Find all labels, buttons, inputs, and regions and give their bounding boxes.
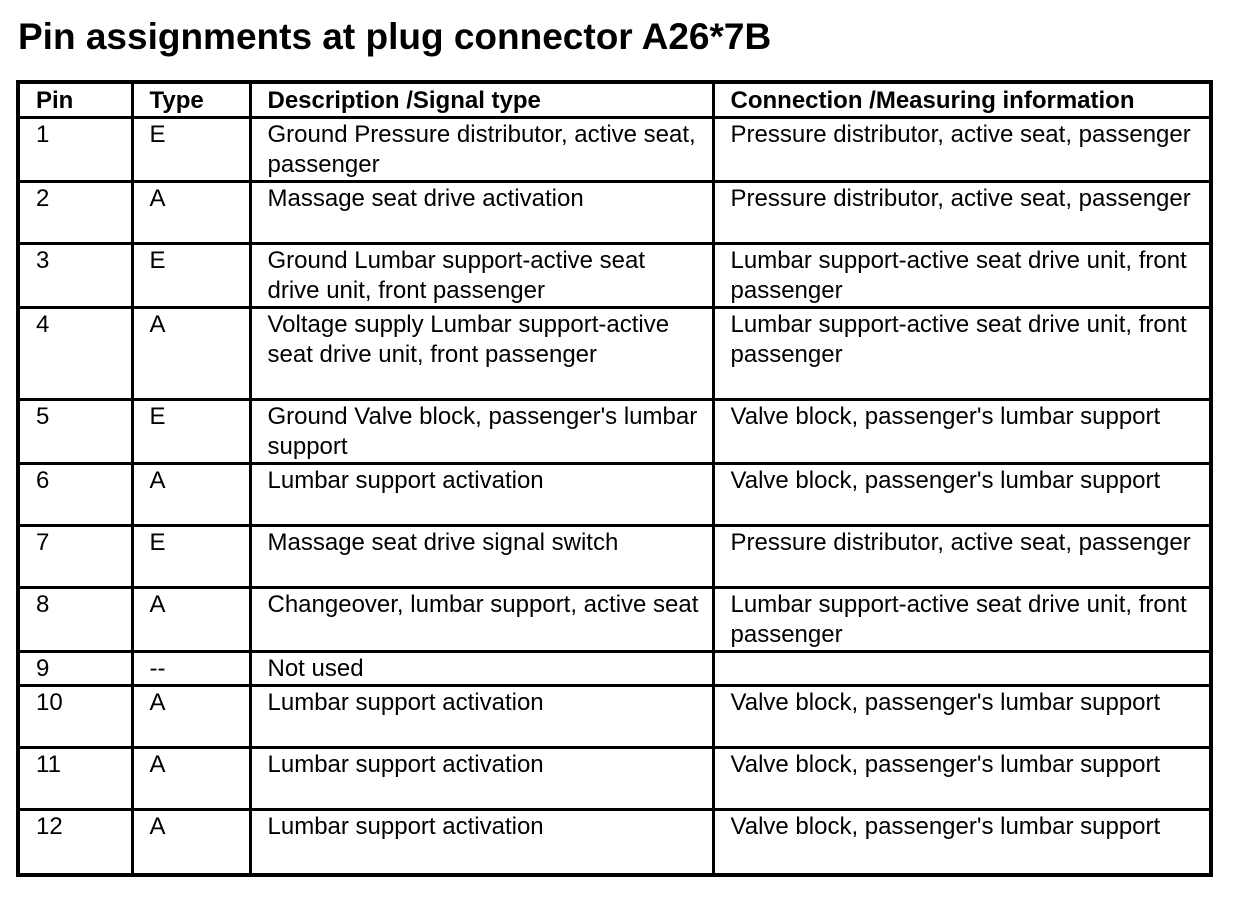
cell-pin: 1: [18, 118, 132, 182]
pin-assignment-table: [16, 80, 1213, 877]
table-row: [18, 588, 1211, 652]
cell-description: Ground Valve block, passenger's lumbar support: [250, 400, 713, 464]
cell-type: A: [132, 748, 250, 810]
cell-description: Voltage supply Lumbar support-active seat drive unit, front passenger: [250, 308, 713, 400]
cell-connection: Valve block, passenger's lumbar support: [713, 748, 1211, 810]
cell-pin: 2: [18, 182, 132, 244]
cell-pin: 3: [18, 244, 132, 308]
cell-type: E: [132, 118, 250, 182]
header-pin: Pin: [18, 82, 132, 118]
cell-connection: Pressure distributor, active seat, passenger: [713, 118, 1211, 182]
cell-connection: Lumbar support-active seat drive unit, front passenger: [713, 308, 1211, 400]
table-row: [18, 652, 1211, 686]
cell-type: A: [132, 464, 250, 526]
cell-type: E: [132, 244, 250, 308]
cell-connection: [713, 652, 1211, 686]
table-row: [18, 400, 1211, 464]
cell-description: Massage seat drive signal switch: [250, 526, 713, 588]
cell-description: Lumbar support activation: [250, 464, 713, 526]
cell-connection: Valve block, passenger's lumbar support: [713, 464, 1211, 526]
table-row: [18, 748, 1211, 810]
cell-type: E: [132, 400, 250, 464]
cell-type: E: [132, 526, 250, 588]
cell-type: A: [132, 182, 250, 244]
cell-connection: Pressure distributor, active seat, passenger: [713, 526, 1211, 588]
cell-type: A: [132, 588, 250, 652]
cell-description: Lumbar support activation: [250, 748, 713, 810]
cell-connection: Valve block, passenger's lumbar support: [713, 400, 1211, 464]
cell-description: Not used: [250, 652, 713, 686]
header-description: Description /Signal type: [250, 82, 713, 118]
cell-connection: Lumbar support-active seat drive unit, front passenger: [713, 588, 1211, 652]
cell-type: A: [132, 308, 250, 400]
cell-type: A: [132, 810, 250, 876]
cell-connection: Valve block, passenger's lumbar support: [713, 686, 1211, 748]
cell-pin: 9: [18, 652, 132, 686]
cell-description: Changeover, lumbar support, active seat: [250, 588, 713, 652]
cell-pin: 5: [18, 400, 132, 464]
page-title: Pin assignments at plug connector A26*7B: [18, 16, 772, 57]
table-header-row: [18, 82, 1211, 118]
cell-type: --: [132, 652, 250, 686]
table-row: [18, 308, 1211, 400]
table-row: [18, 464, 1211, 526]
header-connection: Connection /Measuring information: [713, 82, 1211, 118]
cell-description: Ground Lumbar support-active seat drive unit, front passenger: [250, 244, 713, 308]
cell-type: A: [132, 686, 250, 748]
cell-pin: 11: [18, 748, 132, 810]
cell-description: Massage seat drive activation: [250, 182, 713, 244]
table-row: [18, 118, 1211, 182]
header-type: Type: [132, 82, 250, 118]
cell-description: Lumbar support activation: [250, 810, 713, 876]
cell-pin: 12: [18, 810, 132, 876]
cell-connection: Valve block, passenger's lumbar support: [713, 810, 1211, 876]
cell-description: Ground Pressure distributor, active seat, passenger: [250, 118, 713, 182]
cell-connection: Pressure distributor, active seat, passenger: [713, 182, 1211, 244]
table-row: [18, 526, 1211, 588]
cell-pin: 8: [18, 588, 132, 652]
cell-description: Lumbar support activation: [250, 686, 713, 748]
cell-connection: Lumbar support-active seat drive unit, front passenger: [713, 244, 1211, 308]
cell-pin: 4: [18, 308, 132, 400]
table-row: [18, 810, 1211, 876]
cell-pin: 10: [18, 686, 132, 748]
table-row: [18, 244, 1211, 308]
table-row: [18, 686, 1211, 748]
cell-pin: 6: [18, 464, 132, 526]
table-row: [18, 182, 1211, 244]
cell-pin: 7: [18, 526, 132, 588]
